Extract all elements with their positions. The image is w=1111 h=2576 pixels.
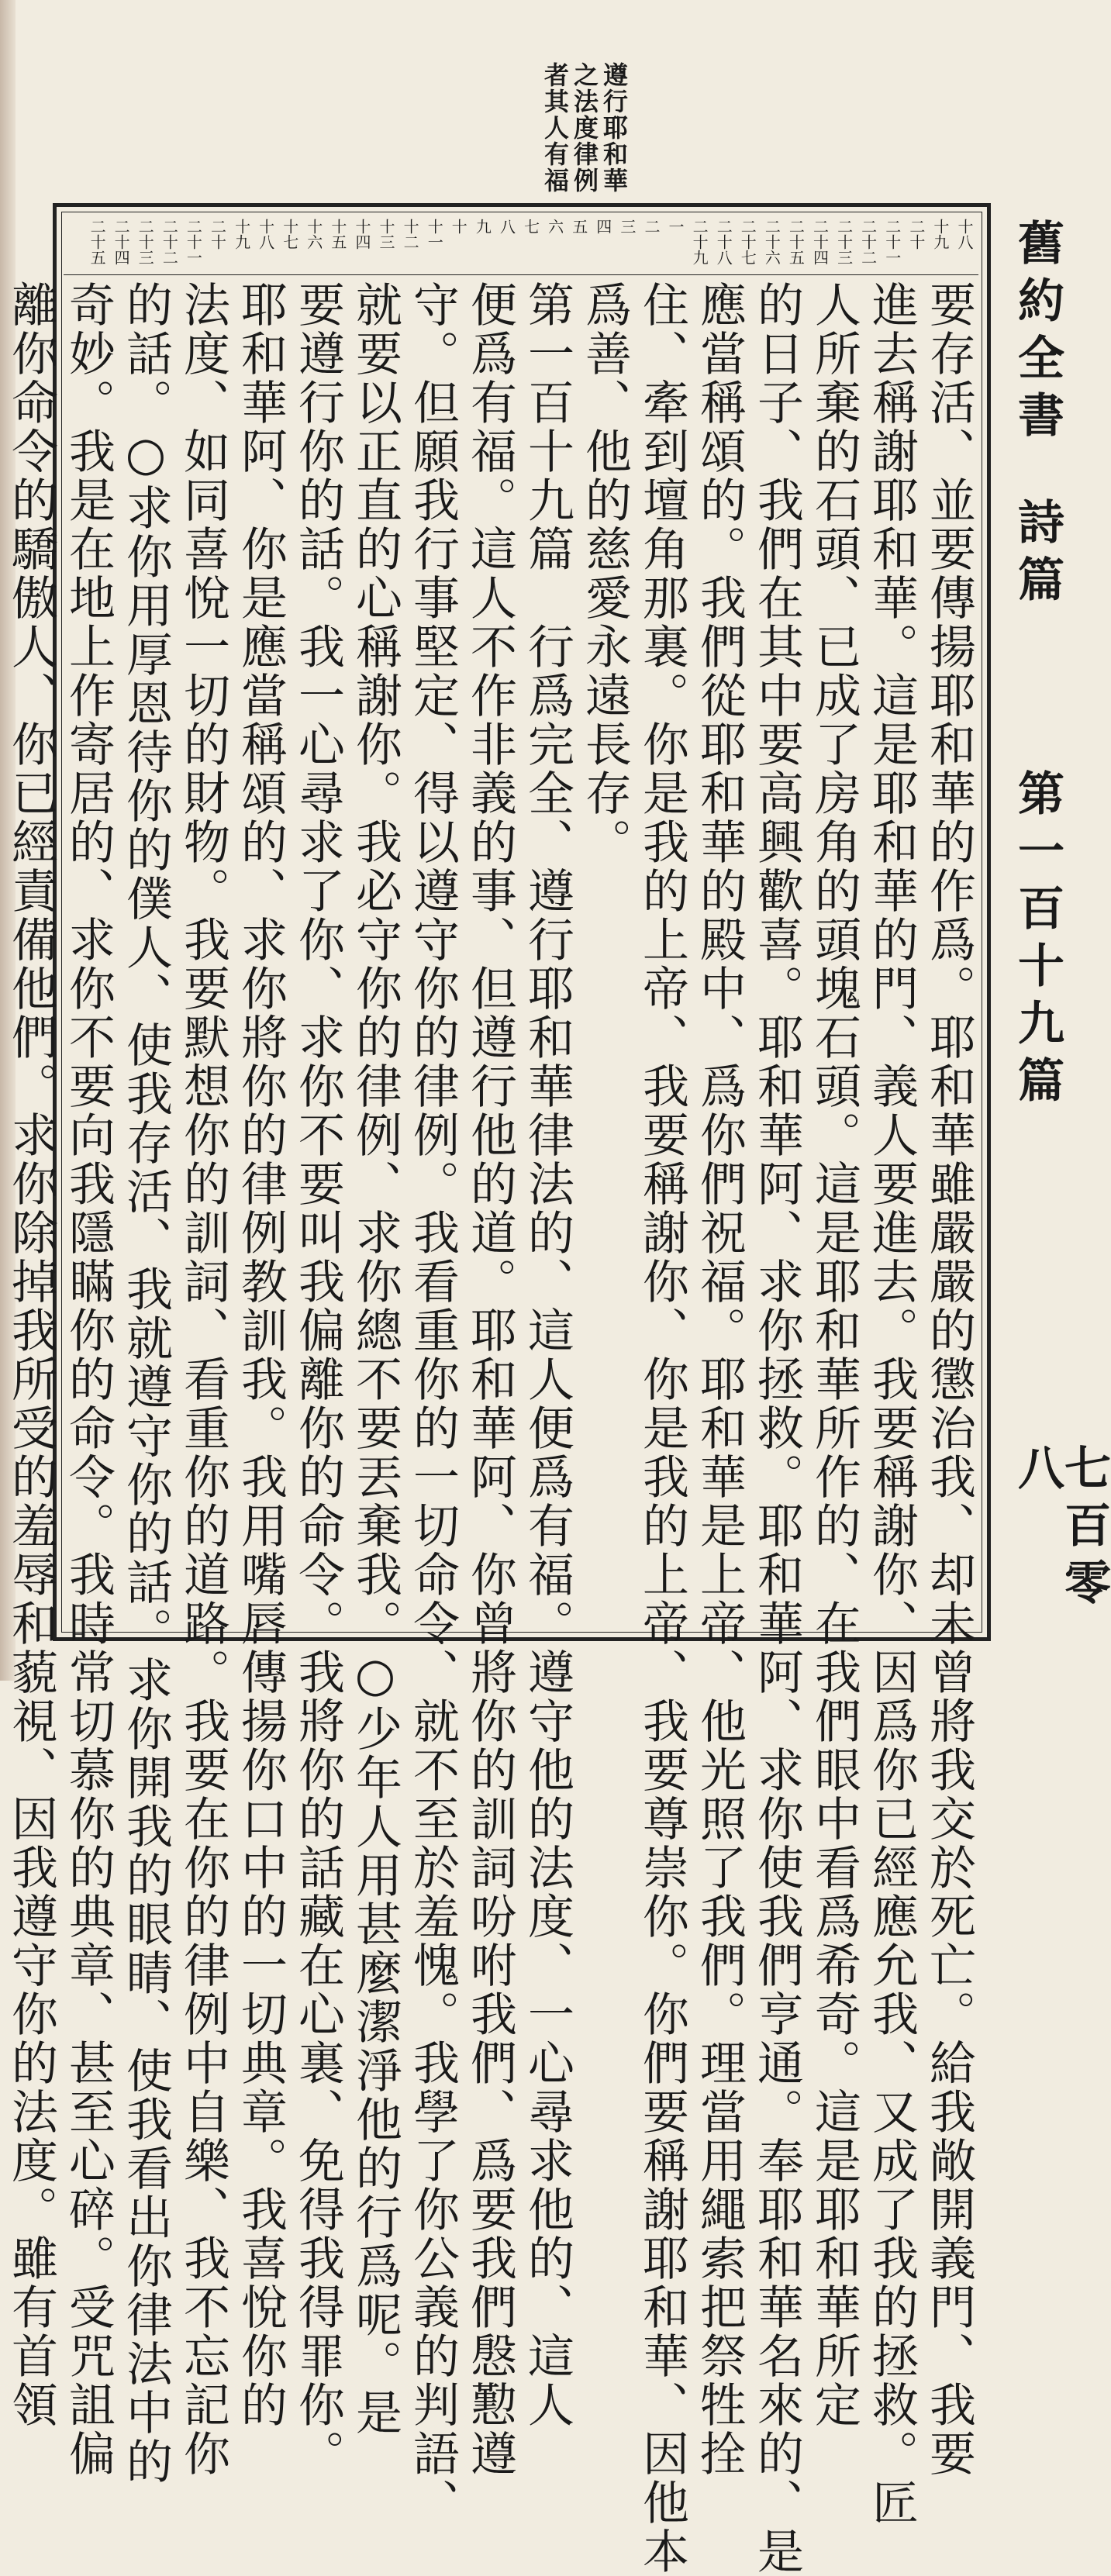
- running-header: [1000, 203, 1111, 1641]
- verse-number: 十三: [377, 219, 396, 250]
- verse-number: 二十: [906, 219, 926, 250]
- verse-number: 十九: [232, 219, 251, 250]
- verse-number-bar: [64, 211, 978, 275]
- text-column: 進去稱謝耶和華。這是耶和華的門、義人要進去。我要稱謝你、因爲你已經應允我、又成了我的拯救。匠: [864, 281, 919, 2527]
- verse-number: 十五: [328, 219, 347, 250]
- verse-number: 十八: [955, 219, 974, 250]
- text-column: 離你命令的驕傲人、你已經責備他們。求你除掉我所受的羞辱和藐視、因我遵守你的法度。雖有首領: [4, 281, 58, 2429]
- verse-number: 二十六: [762, 219, 781, 265]
- text-column: 的話。○求你用厚恩待你的僕人、使我存活、我就遵守你的話。求你開我的眼睛、使我看出你律法中的: [119, 281, 173, 2486]
- verse-number: 二十五: [88, 219, 107, 265]
- verse-number: 十二: [401, 219, 420, 250]
- verse-number: 一: [666, 219, 685, 234]
- verse-number: 八: [497, 219, 516, 234]
- verse-number: 二十九: [690, 219, 709, 265]
- verse-number: 二十八: [714, 219, 733, 265]
- verse-number: 二十三: [136, 219, 155, 265]
- verse-number: 二十四: [810, 219, 830, 265]
- text-column: 耶和華阿、你是應當稱頌的、求你將你的律例教訓我。我用嘴唇傳揚你口中的一切典章。我喜悅你的: [233, 281, 288, 2429]
- verse-number: 十九: [930, 219, 950, 250]
- verse-number: 十四: [352, 219, 371, 250]
- verse-number: 二十: [208, 219, 227, 250]
- chapter-heading: 第一百十九篇: [1010, 769, 1064, 1113]
- text-column: 法度、如同喜悅一切的財物。我要默想你的訓詞、看重你的道路。我要在你的律例中自樂、我不忘記你: [176, 281, 230, 2478]
- text-column: 就要以正直的心稱謝你。我必守你的律例、求你總不要丟棄我。○少年人用甚麼潔淨他的行爲呢。是: [348, 281, 402, 2437]
- verse-number: 七: [521, 219, 540, 234]
- verse-number: 二十一: [184, 219, 203, 265]
- text-column: 守。但願我行事堅定、得以遵守你的律例。我看重你的一切命令、就不至於羞愧。我學了你公義的判語、: [405, 281, 460, 2527]
- verse-number: 二十二: [160, 219, 179, 265]
- verse-number: 二十一: [882, 219, 902, 265]
- text-column: 要存活、並要傳揚耶和華的作爲。耶和華雖嚴嚴的懲治我、却未曾將我交於死亡。給我敞開義門、我要: [922, 281, 976, 2478]
- marginal-note-line: 之法度律例: [570, 62, 599, 194]
- verse-number: 二十四: [112, 219, 131, 265]
- verse-number: 十八: [256, 219, 275, 250]
- text-column: 應當稱頌的。我們從耶和華的殿中、爲你們祝福。耶和華是上帝、他光照了我們。理當用繩索把祭牲拴: [692, 281, 747, 2478]
- verse-number: 二: [641, 219, 661, 234]
- marginal-note-line: 遵行耶和華: [599, 62, 629, 194]
- page-number: 七百零八: [1010, 1443, 1111, 1616]
- verse-number: 十: [449, 219, 468, 234]
- text-column: 便爲有福。這人不作非義的事、但遵行他的道。耶和華阿、你曾將你的訓詞吩咐我們、爲要我們慇懃遵: [463, 281, 517, 2478]
- verse-number: 十七: [280, 219, 299, 250]
- verse-number: 四: [593, 219, 612, 234]
- verse-number: 二十七: [738, 219, 757, 265]
- verse-number: 二十二: [858, 219, 878, 265]
- verse-number: 二十五: [786, 219, 806, 265]
- text-column: 人所棄的石頭、已成了房角的頭塊石頭。這是耶和華所作的、在我們眼中看爲希奇。這是耶和華所定: [807, 281, 861, 2429]
- verse-number: 九: [473, 219, 492, 234]
- verse-number: 五: [569, 219, 588, 234]
- book-name: 詩篇: [1010, 498, 1064, 612]
- text-column: 爲善、他的慈愛永遠長存。: [578, 281, 632, 867]
- marginal-note-line: 者其人有福: [540, 62, 570, 194]
- text-column: 第一百十九篇 行爲完全、遵行耶和華律法的、這人便爲有福。遵守他的法度、一心尋求他的、這人: [520, 281, 574, 2429]
- text-column: 要遵行你的話。我一心尋求了你、求你不要叫我偏離你的命令。我將你的話藏在心裏、免得我得罪你。: [291, 281, 345, 2478]
- verse-number: 十六: [304, 219, 323, 250]
- text-column: 奇妙。我是在地上作寄居的、求你不要向我隱瞞你的命令。我時常切慕你的典章、甚至心碎。受咒詛偏: [61, 281, 116, 2478]
- book-title: 舊約全書: [1010, 219, 1064, 448]
- verse-number: 六: [545, 219, 564, 234]
- scripture-body: [4, 281, 977, 2576]
- text-column: 的日子、我們在其中要高興歡喜。耶和華阿、求你拯救。耶和華阿、求你使我們亨通。奉耶和華名來的、是: [750, 281, 804, 2576]
- text-column: 住、牽到壇角那裏。你是我的上帝、我要稱謝你、你是我的上帝、我要尊崇你。你們要稱謝耶和華、因他本: [635, 281, 689, 2576]
- verse-number: 三: [617, 219, 637, 234]
- verse-number: 十一: [425, 219, 444, 250]
- marginal-note: [540, 62, 629, 194]
- verse-number: 二十三: [834, 219, 854, 265]
